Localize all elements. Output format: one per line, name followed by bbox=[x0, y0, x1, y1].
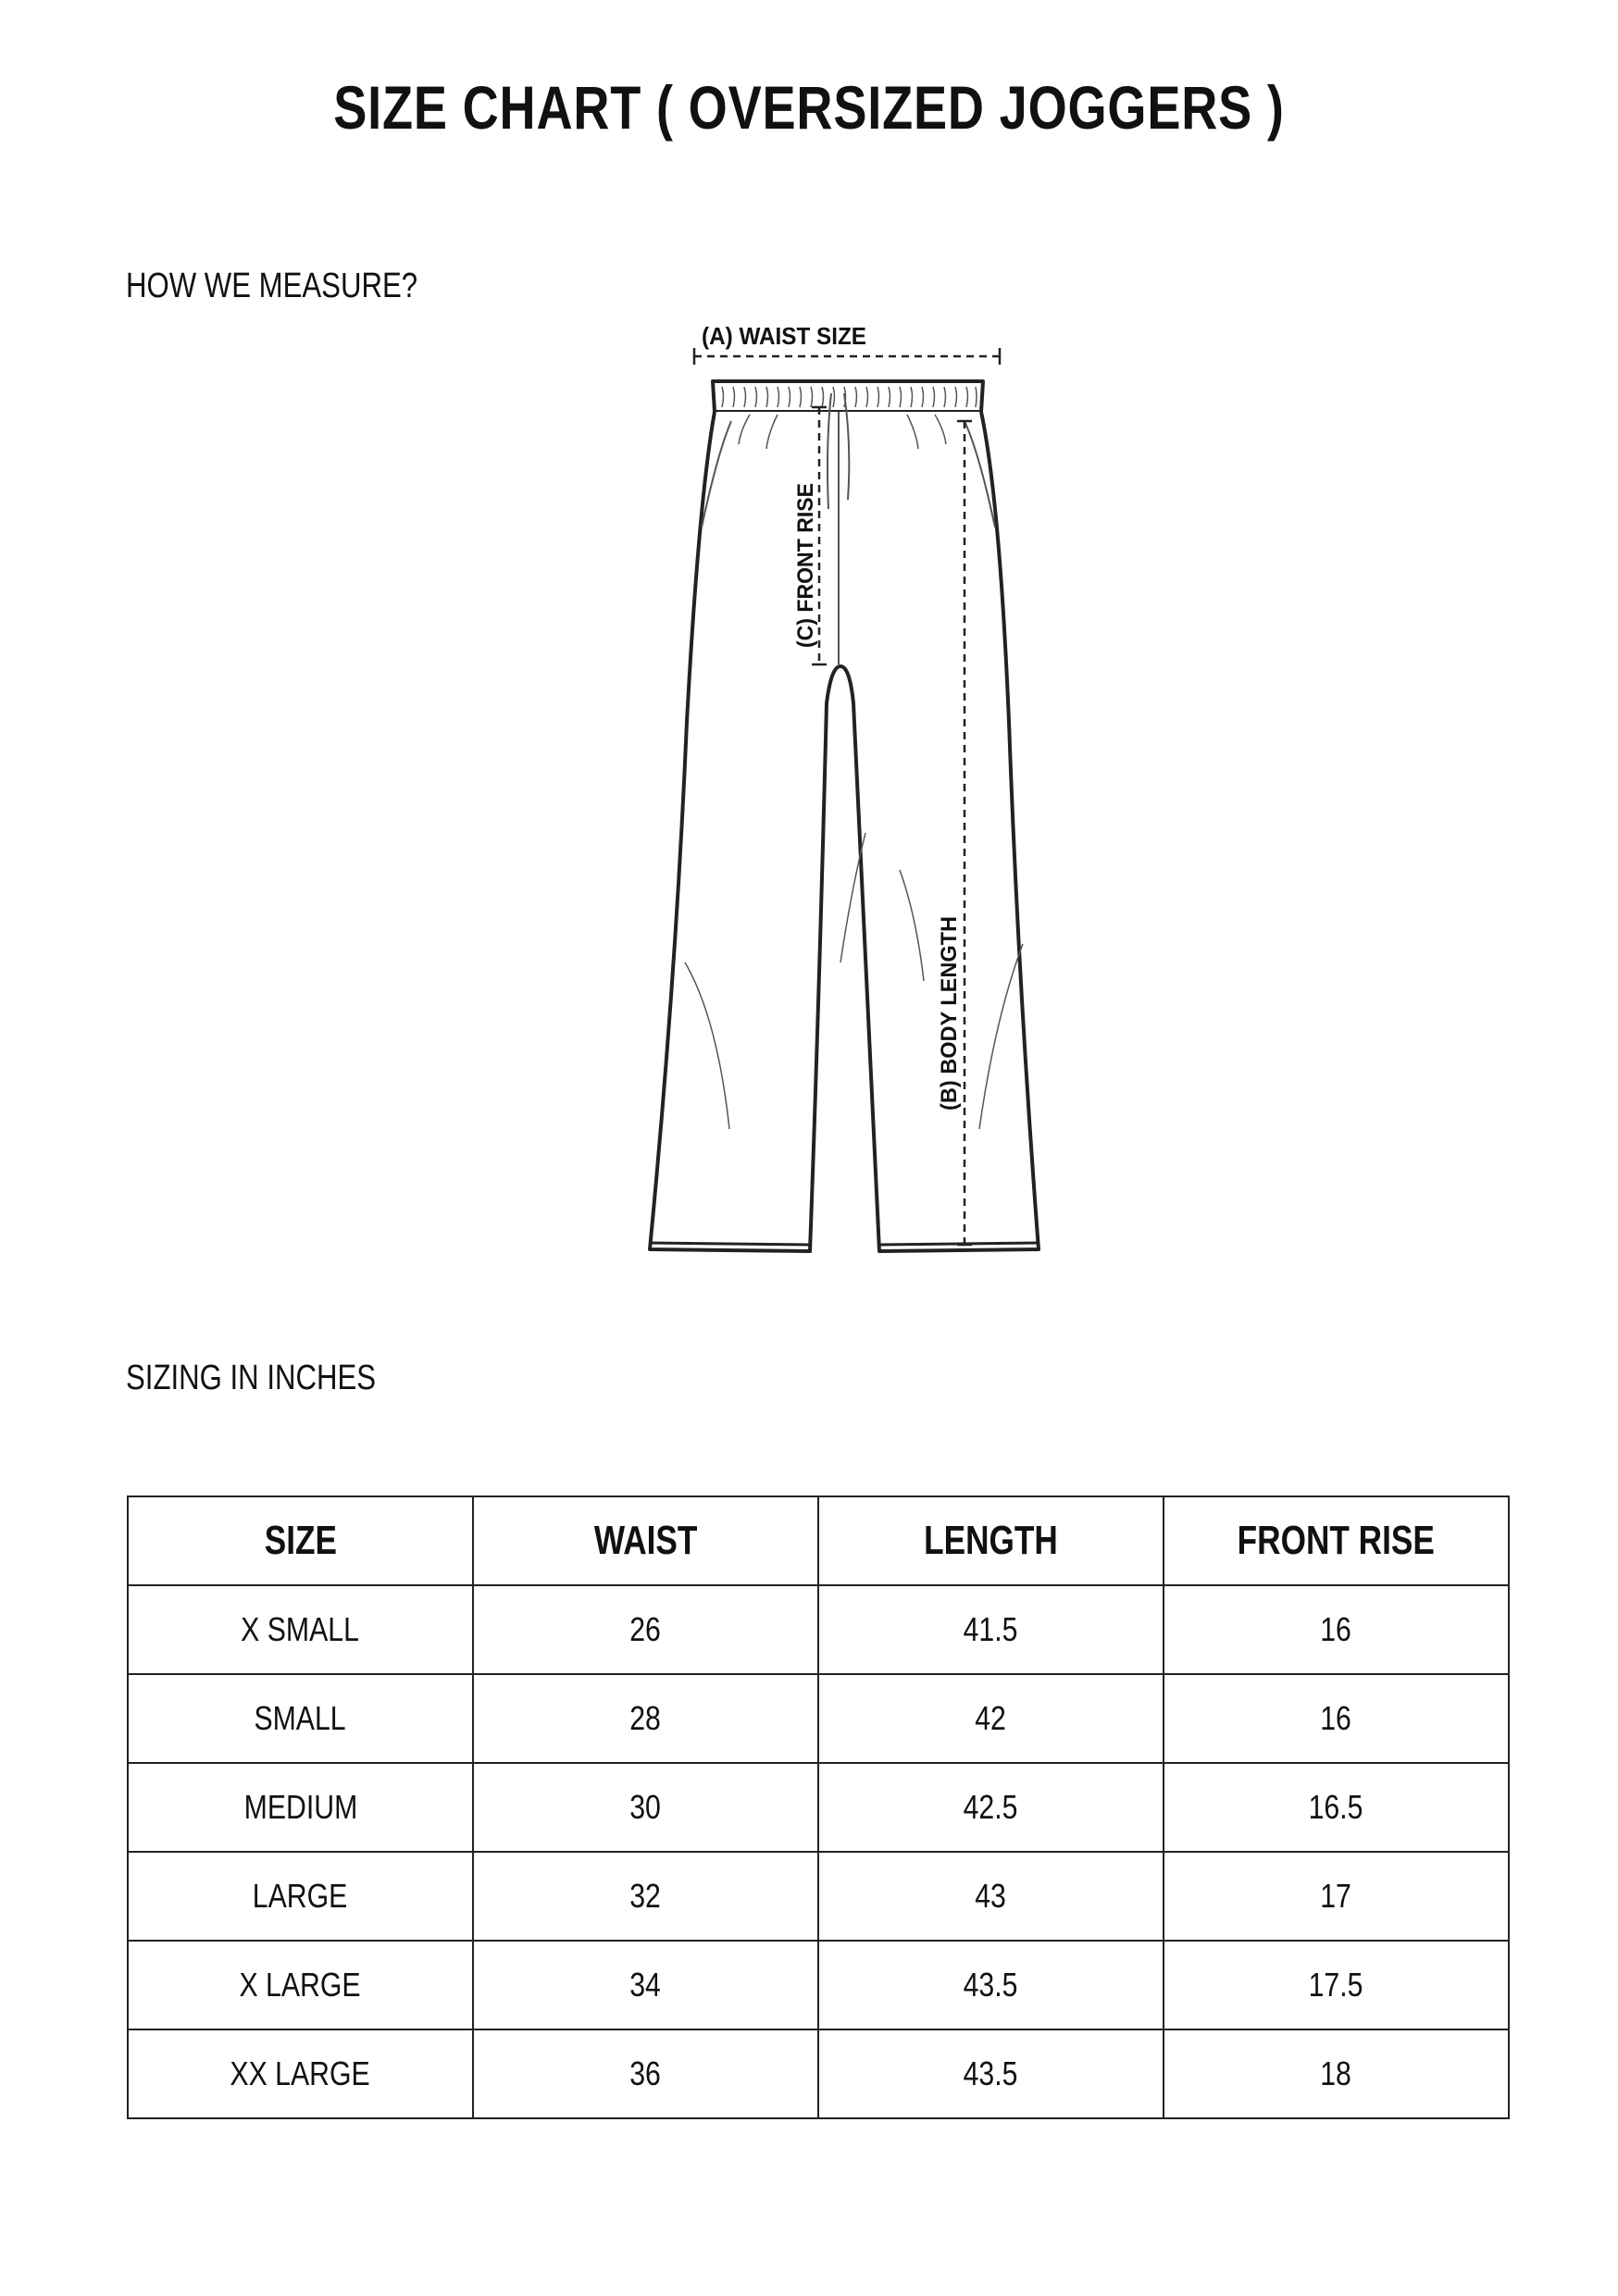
header-length: LENGTH bbox=[818, 1496, 1164, 1585]
table-header-row bbox=[128, 1496, 1509, 1585]
front-rise-cell: 16 bbox=[1164, 1674, 1509, 1763]
header-waist: WAIST bbox=[473, 1496, 818, 1585]
table-row bbox=[128, 1585, 1509, 1674]
table-row bbox=[128, 1763, 1509, 1852]
length-cell: 42 bbox=[818, 1674, 1164, 1763]
front-rise-cell: 16.5 bbox=[1164, 1763, 1509, 1852]
size-cell: X LARGE bbox=[128, 1941, 473, 2029]
front-rise-cell: 17.5 bbox=[1164, 1941, 1509, 2029]
front-rise-cell: 17 bbox=[1164, 1852, 1509, 1941]
table-row bbox=[128, 1941, 1509, 2029]
waist-cell: 36 bbox=[473, 2029, 818, 2118]
length-cell: 42.5 bbox=[818, 1763, 1164, 1852]
length-cell: 43.5 bbox=[818, 1941, 1164, 2029]
joggers-measurement-diagram bbox=[629, 315, 1064, 1268]
header-size: SIZE bbox=[128, 1496, 473, 1585]
waist-cell: 32 bbox=[473, 1852, 818, 1941]
length-cell: 43.5 bbox=[818, 2029, 1164, 2118]
length-cell: 41.5 bbox=[818, 1585, 1164, 1674]
front-rise-cell: 16 bbox=[1164, 1585, 1509, 1674]
front-rise-cell: 18 bbox=[1164, 2029, 1509, 2118]
waist-size-label: (A) WAIST SIZE bbox=[702, 322, 866, 350]
size-cell: MEDIUM bbox=[128, 1763, 473, 1852]
waist-cell: 26 bbox=[473, 1585, 818, 1674]
waist-cell: 28 bbox=[473, 1674, 818, 1763]
waist-cell: 30 bbox=[473, 1763, 818, 1852]
size-cell: LARGE bbox=[128, 1852, 473, 1941]
size-cell: XX LARGE bbox=[128, 2029, 473, 2118]
table-row bbox=[128, 1852, 1509, 1941]
size-cell: X SMALL bbox=[128, 1585, 473, 1674]
header-front-rise: FRONT RISE bbox=[1164, 1496, 1509, 1585]
body-length-label: (B) BODY LENGTH bbox=[937, 912, 962, 1111]
how-we-measure-heading: HOW WE MEASURE? bbox=[126, 267, 418, 305]
table-row bbox=[128, 1674, 1509, 1763]
front-rise-label: (C) FRONT RISE bbox=[793, 476, 818, 648]
sizing-in-inches-heading: SIZING IN INCHES bbox=[126, 1359, 377, 1397]
size-chart-table bbox=[127, 1496, 1510, 2119]
table-row bbox=[128, 2029, 1509, 2118]
size-cell: SMALL bbox=[128, 1674, 473, 1763]
length-cell: 43 bbox=[818, 1852, 1164, 1941]
page-title: SIZE CHART ( OVERSIZED JOGGERS ) bbox=[333, 73, 1285, 142]
waistband bbox=[713, 381, 983, 412]
waist-cell: 34 bbox=[473, 1941, 818, 2029]
